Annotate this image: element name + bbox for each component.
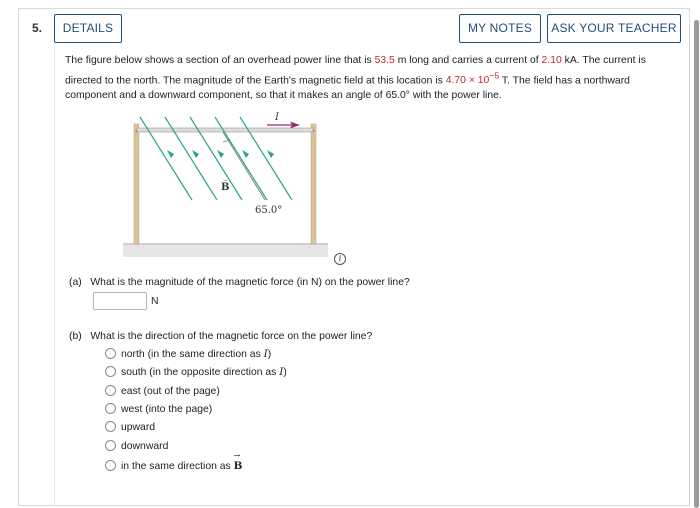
direction-option-west[interactable] bbox=[105, 403, 212, 417]
part-b-question bbox=[69, 331, 372, 342]
part-b-label: (b) bbox=[69, 331, 82, 342]
radio-button[interactable] bbox=[105, 348, 116, 359]
question-prompt bbox=[65, 53, 670, 104]
scrollbar[interactable] bbox=[694, 20, 699, 508]
radio-button[interactable] bbox=[105, 403, 116, 414]
details-button[interactable]: DETAILS bbox=[54, 14, 122, 43]
prompt-text: T. The field has a northward component and a downward component, so that it makes an angle of 65.0° with the power line. bbox=[65, 74, 630, 102]
part-b-text: What is the direction of the magnetic force on the power line? bbox=[90, 331, 373, 342]
info-icon[interactable]: i bbox=[334, 253, 346, 265]
option-text: in the same direction as bbox=[121, 461, 234, 472]
current-symbol: I bbox=[279, 366, 284, 378]
direction-option-downward[interactable] bbox=[105, 440, 168, 454]
magnitude-answer-input[interactable] bbox=[93, 292, 147, 310]
direction-option-east[interactable] bbox=[105, 385, 220, 399]
radio-button[interactable] bbox=[105, 385, 116, 396]
field-symbol: → B bbox=[234, 460, 243, 472]
field-mantissa: 4.70 × 10 bbox=[445, 74, 490, 86]
part-a-text: What is the magnitude of the magnetic force (in N) on the power line? bbox=[90, 277, 410, 288]
current-label: I bbox=[275, 112, 279, 123]
radio-button[interactable] bbox=[105, 460, 116, 471]
power-line-figure bbox=[115, 108, 355, 270]
current-value: 2.10 bbox=[541, 55, 562, 66]
part-a-label: (a) bbox=[69, 277, 82, 288]
radio-button[interactable] bbox=[105, 421, 116, 432]
option-text: west (into the page) bbox=[121, 404, 213, 415]
svg-text:→: → bbox=[222, 177, 228, 183]
length-value: 53.5 bbox=[374, 55, 395, 66]
answer-unit: N bbox=[151, 296, 159, 307]
option-text: ) bbox=[267, 349, 272, 360]
question-number: 5. bbox=[32, 21, 43, 35]
option-text: north (in the same direction as bbox=[121, 349, 264, 360]
field-label: B bbox=[221, 182, 230, 193]
field-value bbox=[445, 70, 500, 86]
option-text: east (out of the page) bbox=[121, 386, 220, 397]
direction-option-upward[interactable] bbox=[105, 421, 155, 435]
ask-teacher-button[interactable]: ASK YOUR TEACHER bbox=[547, 14, 681, 43]
field-exponent: −5 bbox=[489, 70, 500, 81]
ground bbox=[123, 243, 328, 257]
my-notes-button[interactable]: MY NOTES bbox=[459, 14, 541, 43]
part-a-question bbox=[69, 277, 410, 288]
direction-option-north[interactable] bbox=[105, 348, 271, 362]
radio-button[interactable] bbox=[105, 440, 116, 451]
prompt-text: kA. The current is directed to the north. The magnitude of the Earth's magnetic field at this location is bbox=[65, 55, 646, 86]
radio-button[interactable] bbox=[105, 366, 116, 377]
right-pole bbox=[311, 124, 316, 244]
left-pole bbox=[134, 124, 139, 244]
power-line bbox=[137, 128, 313, 132]
option-text: upward bbox=[121, 422, 156, 433]
direction-option-south[interactable] bbox=[105, 366, 287, 380]
angle-label: 65.0° bbox=[255, 205, 283, 216]
prompt-text: The figure below shows a section of an overhead power line that is bbox=[65, 55, 375, 66]
current-symbol: I bbox=[263, 348, 268, 360]
option-text: south (in the opposite direction as bbox=[121, 367, 280, 378]
direction-option-field[interactable] bbox=[105, 460, 242, 474]
option-text: ) bbox=[283, 367, 287, 378]
prompt-text: m long and carries a current of bbox=[394, 55, 542, 66]
option-text: downward bbox=[121, 441, 169, 452]
